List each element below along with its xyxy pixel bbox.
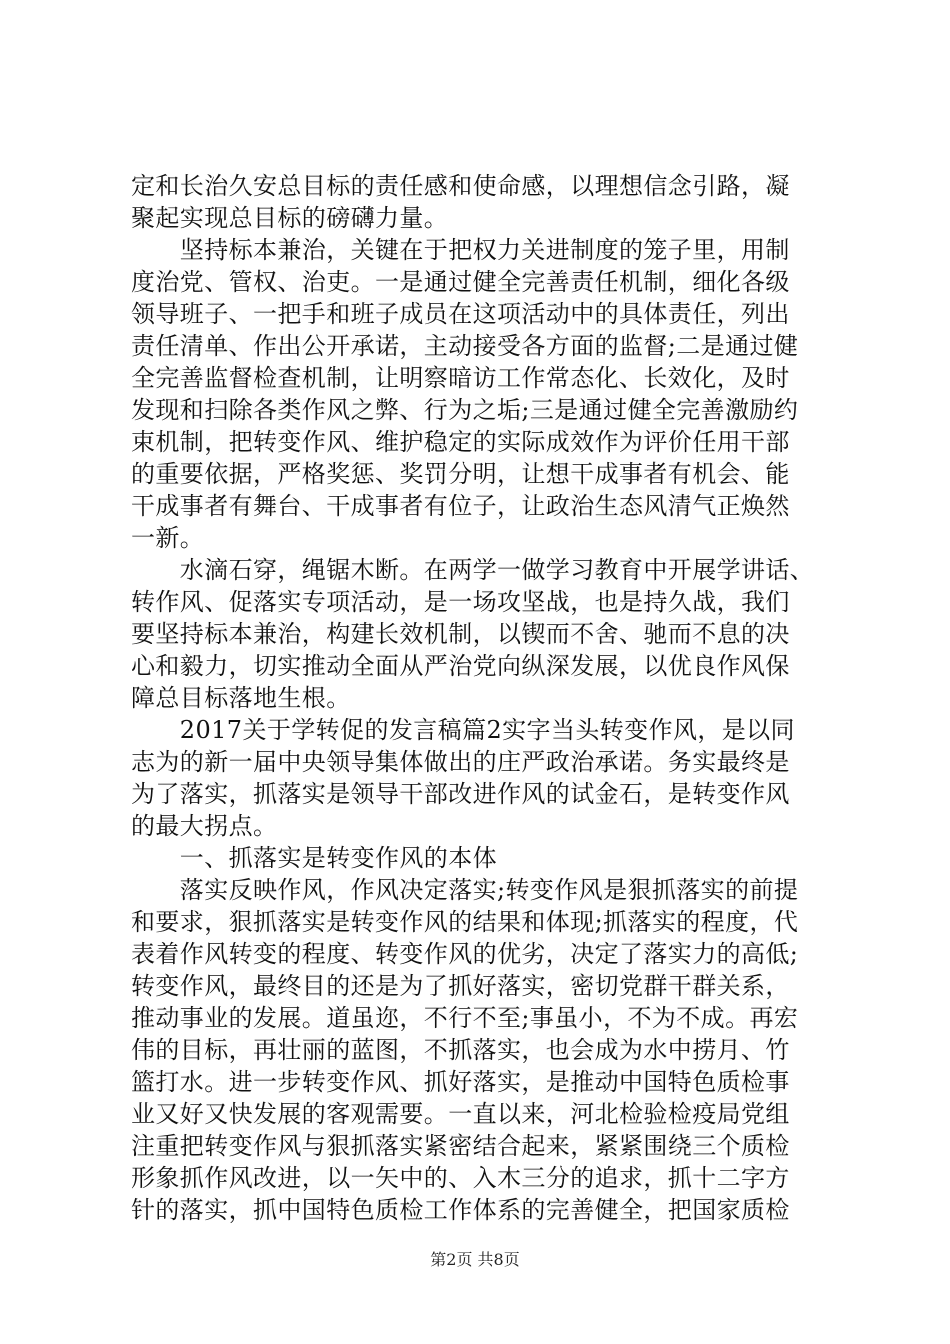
text-line: 形象抓作风改进，以一矢中的、入木三分的追求，抓十二字方 xyxy=(131,1164,790,1192)
text-line: 转作风、促落实专项活动，是一场攻坚战，也是持久战，我们 xyxy=(131,588,790,616)
text-line: 为了落实，抓落实是领导干部改进作风的试金石，是转变作风 xyxy=(131,780,790,808)
text-line: 针的落实，抓中国特色质检工作体系的完善健全，把国家质检 xyxy=(131,1196,790,1224)
section-heading: 一、抓落实是转变作风的本体 xyxy=(131,844,497,872)
text-line: 坚持标本兼治，关键在于把权力关进制度的笼子里，用制 xyxy=(131,236,790,264)
text-line: 全完善监督检查机制，让明察暗访工作常态化、长效化，及时 xyxy=(131,364,790,392)
text-line: 度治党、管权、治吏。一是通过健全完善责任机制，细化各级 xyxy=(131,268,790,296)
text-line: 推动事业的发展。道虽迩，不行不至;事虽小，不为不成。再宏 xyxy=(131,1004,799,1032)
text-line: 聚起实现总目标的磅礴力量。 xyxy=(131,204,449,232)
text-line: 表着作风转变的程度、转变作风的优劣，决定了落实力的高低; xyxy=(131,940,799,968)
page-footer: 第2页 共8页 xyxy=(430,1250,520,1269)
text-line: 一新。 xyxy=(131,524,205,552)
text-line: 障总目标落地生根。 xyxy=(131,684,351,712)
text-line: 水滴石穿，绳锯木断。在两学一做学习教育中开展学讲话、 xyxy=(131,556,815,584)
text-line: 志为的新一届中央领导集体做出的庄严政治承诺。务实最终是 xyxy=(131,748,790,776)
text-line: 责任清单、作出公开承诺，主动接受各方面的监督;二是通过健 xyxy=(131,332,799,360)
text-line: 落实反映作风，作风决定落实;转变作风是狠抓落实的前提 xyxy=(131,876,799,904)
text-line: 2017关于学转促的发言稿篇2实字当头转变作风，是以同 xyxy=(131,716,795,744)
text-line: 伟的目标，再壮丽的蓝图，不抓落实，也会成为水中捞月、竹 xyxy=(131,1036,790,1064)
text-line: 业又好又快发展的客观需要。一直以来，河北检验检疫局党组 xyxy=(131,1100,790,1128)
text-line: 领导班子、一把手和班子成员在这项活动中的具体责任，列出 xyxy=(131,300,790,328)
text-line: 定和长治久安总目标的责任感和使命感，以理想信念引路，凝 xyxy=(131,172,790,200)
text-line: 心和毅力，切实推动全面从严治党向纵深发展，以优良作风保 xyxy=(131,652,790,680)
text-line: 干成事者有舞台、干成事者有位子，让政治生态风清气正焕然 xyxy=(131,492,790,520)
body-text xyxy=(131,170,831,1226)
text-line: 要坚持标本兼治，构建长效机制，以锲而不舍、驰而不息的决 xyxy=(131,620,790,648)
text-line: 注重把转变作风与狠抓落实紧密结合起来，紧紧围绕三个质检 xyxy=(131,1132,790,1160)
text-line: 发现和扫除各类作风之弊、行为之垢;三是通过健全完善激励约 xyxy=(131,396,799,424)
text-line: 束机制，把转变作风、维护稳定的实际成效作为评价任用干部 xyxy=(131,428,790,456)
text-line: 和要求，狠抓落实是转变作风的结果和体现;抓落实的程度，代 xyxy=(131,908,799,936)
text-line: 的最大拐点。 xyxy=(131,812,278,840)
text-line: 的重要依据，严格奖惩、奖罚分明，让想干成事者有机会、能 xyxy=(131,460,790,488)
text-line: 篮打水。进一步转变作风、抓好落实，是推动中国特色质检事 xyxy=(131,1068,790,1096)
text-line: 转变作风，最终目的还是为了抓好落实，密切党群干群关系， xyxy=(131,972,790,1000)
